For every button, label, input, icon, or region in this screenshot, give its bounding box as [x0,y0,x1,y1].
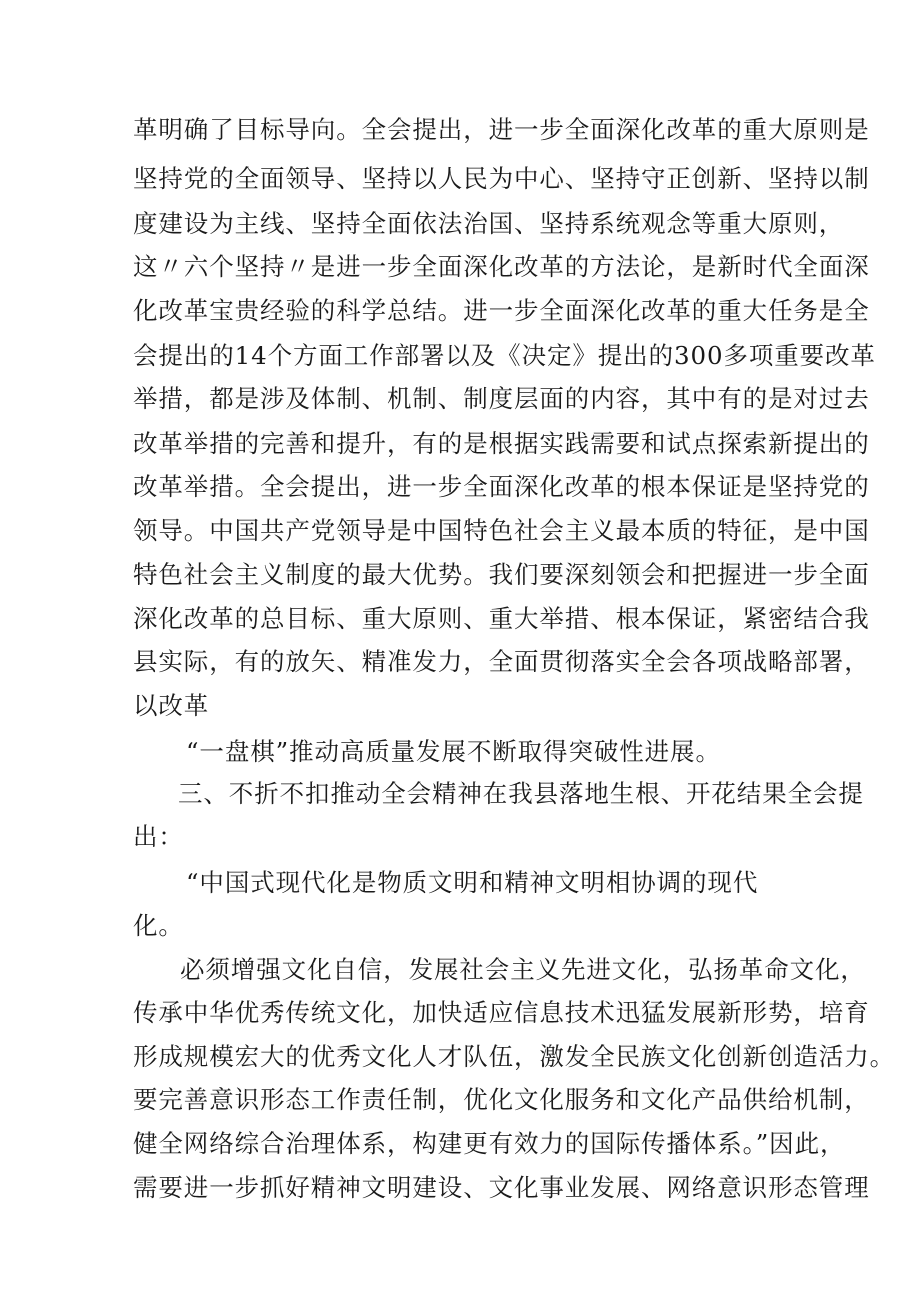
text-line-7: 举措，都是涉及体制、机制、制度层面的内容，其中有的是对过去 [133,384,870,413]
text-line-17: 出： [133,822,184,851]
text-line-11: 特色社会主义制度的最大优势。我们要深刻领会和把握进一步全面 [133,560,870,589]
text-line-14: 以改革 [133,691,210,720]
text-line-10: 领导。中国共产党领导是中国特色社会主义最本质的特征，是中国 [133,516,870,545]
text-line-6: 会提出的14个方面工作部署以及《决定》提出的300多项重要改革 [133,341,876,370]
text-line-15: “一盘棋”推动高质量发展不断取得突破性进展。 [186,737,721,766]
text-line-19: 化。 [133,911,184,940]
text-line-5: 化改革宝贵经验的科学总结。进一步全面深化改革的重大任务是全 [133,296,870,325]
text-line-16: 三、不折不扣推动全会精神在我县落地生根、开花结果全会提 [178,779,864,808]
text-line-21: 传承中华优秀传统文化，加快适应信息技术迅猛发展新形势，培育 [133,998,870,1027]
text-line-23: 要完善意识形态工作责任制，优化文化服务和文化产品供给机制， [133,1085,870,1114]
text-line-9: 改革举措。全会提出，进一步全面深化改革的根本保证是坚持党的 [133,472,870,501]
text-line-1: 革明确了目标导向。全会提出，进一步全面深化改革的重大原则是 [133,115,870,144]
text-line-20: 必须增强文化自信，发展社会主义先进文化，弘扬革命文化， [180,955,866,984]
text-line-24: 健全网络综合治理体系，构建更有效力的国际传播体系。”因此， [133,1129,846,1158]
text-line-3: 度建设为主线、坚持全面依法治国、坚持系统观念等重大原则， [133,209,845,238]
text-line-8: 改革举措的完善和提升，有的是根据实践需要和试点探索新提出的 [133,429,870,458]
text-line-4: 这〃六个坚持〃是进一步全面深化改革的方法论，是新时代全面深 [133,252,870,281]
text-line-25: 需要进一步抓好精神文明建设、文化事业发展、网络意识形态管理 [133,1173,870,1202]
text-line-18: “中国式现代化是物质文明和精神文明相协调的现代 [186,868,759,897]
text-line-12: 深化改革的总目标、重大原则、重大举措、根本保证，紧密结合我 [133,604,870,633]
text-line-13: 县实际，有的放矢、精准发力，全面贯彻落实全会各项战略部署， [133,647,870,676]
text-line-2: 坚持党的全面领导、坚持以人民为中心、坚持守正创新、坚持以制 [133,164,870,193]
text-line-22: 形成规模宏大的优秀文化人才队伍，激发全民族文化创新创造活力。 [133,1042,895,1071]
